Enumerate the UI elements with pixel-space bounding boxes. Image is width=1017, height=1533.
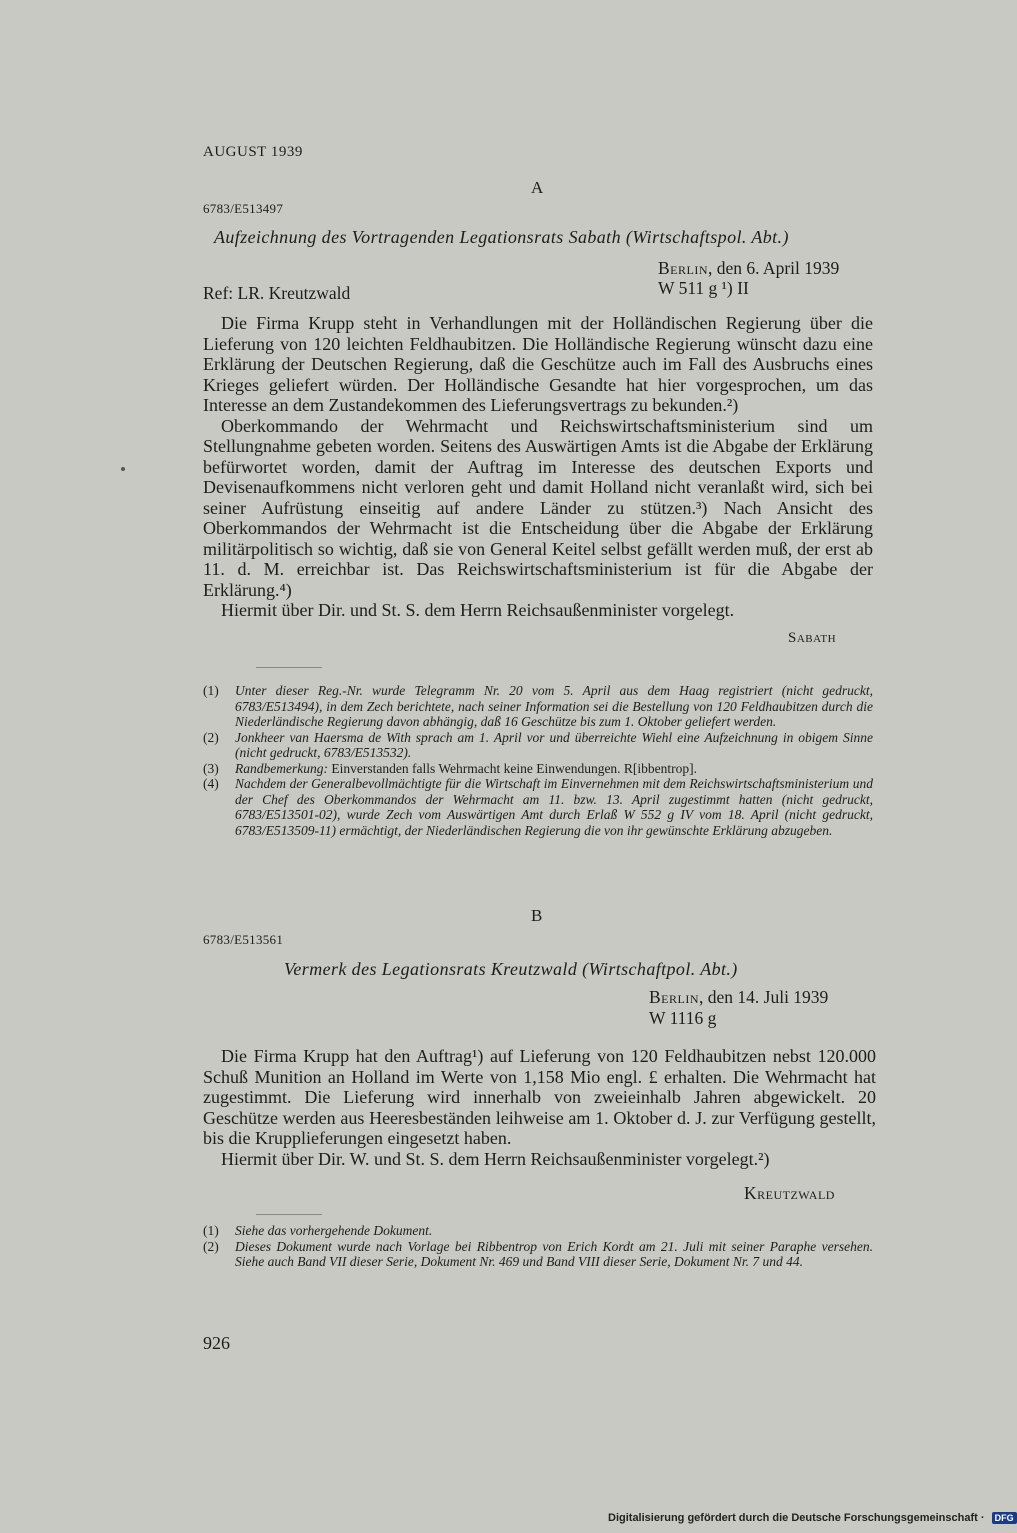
dfg-logo[interactable]: DFG (992, 1512, 1017, 1524)
footnote-number: (2) (203, 729, 219, 745)
footnote-number: (2) (203, 1238, 219, 1254)
document-a-paragraph: Oberkommando der Wehrmacht und Reichswirtschaftsministerium sind um Stellungnahme gebeten worden. Seitens des Auswärtigen Amts ist die Abgabe der Erklärung befürwortet worden, damit der Auftrag im Interesse des deutschen Exports und Devisenaufkommens nicht verloren geht und damit Holland nicht veranlaßt wird, sich bei seiner Aufrüstung einseitig auf andere Länder zu stützen.³) Nach Ansicht des Oberkommandos der Wehrmacht ist die Entscheidung über die Abgabe der Erklärung militärpolitisch so wichtig, daß sie von General Keitel selbst gefällt werden muß, der erst ab 11. d. M. erreichbar ist. Das Reichswirtschaftsministerium ist für die Abgabe der Erklärung.⁴) (203, 415, 873, 600)
document-a-paragraph: Hiermit über Dir. und St. S. dem Herrn Reichsaußenminister vorgelegt. (221, 600, 735, 620)
document-a-letter: A (531, 178, 544, 197)
footnote-rule (256, 667, 322, 668)
footnote-number: (1) (203, 683, 219, 698)
credit-text: Digitalisierung gefördert durch die Deutsche Forschungsgemeinschaft (608, 1512, 978, 1524)
footnote (203, 1239, 873, 1270)
document-a-footnotes (203, 683, 873, 838)
document-a-place: Berlin (658, 258, 708, 278)
footnote-text: Einverstanden falls Wehrmacht keine Einwendungen. R[ibbentrop]. (327, 760, 698, 776)
document-b-footnotes (203, 1223, 873, 1270)
footnote (203, 776, 873, 838)
document-a-place-date (658, 258, 839, 279)
document-b-body (203, 1046, 876, 1169)
footnote-text: Jonkheer van Haersma de With sprach am 1. April vor und überreichte Wiehl eine Aufzeichnung in obigem Sinne (nicht gedruckt, 6783/E513532). (235, 729, 873, 760)
document-b-date: , den 14. Juli 1939 (699, 987, 829, 1007)
document-b-paragraph: Hiermit über Dir. W. und St. S. dem Herrn Reichsaußenminister vorgelegt.²) (221, 1148, 770, 1169)
document-a-ref-number: 6783/E513497 (203, 201, 284, 216)
footnote-number: (4) (203, 776, 219, 791)
document-a-date: , den 6. April 1939 (708, 258, 840, 278)
document-b-place: Berlin (649, 987, 699, 1007)
document-a-paragraph: Die Firma Krupp steht in Verhandlungen mit der Holländischen Regierung über die Lieferung von 120 leichten Feldhaubitzen. Die Holländische Regierung wünscht dazu eine Erklärung der Deutschen Regierung, daß die Geschütze auch im Fall des Ausbruchs eines Krieges geliefert würden. Der Holländische Gesandte hat hier vorgesprochen, um das Interesse an dem Zustandekommen des Lieferungsvertrags zu bekunden.²) (203, 313, 873, 415)
document-b-file-ref: W 1116 g (649, 1008, 717, 1028)
digitization-credit (608, 1512, 1017, 1524)
document-b-signature: Kreutzwald (744, 1183, 835, 1203)
document-a-file-ref: W 511 g ¹) II (658, 278, 749, 298)
footnote-label: Randbemerkung: (235, 760, 328, 776)
footnote-rule (256, 1214, 322, 1215)
footnote-text: Nachdem der Generalbevollmächtigte für die Wirtschaft im Einvernehmen mit dem Reichswirtschaftsministerium und der Chef des Oberkommandos der Wehrmacht am 11. bzw. 13. April zugestimmt hatten (nicht gedruckt, 6783/E513501-02), wurde Zech vom Auswärtigen Amt durch Erlaß W 552 g IV vom 18. April (nicht gedruckt, 6783/E513509-11) ermächtigt, der Niederländischen Regierung die von ihr gewünschte Erklärung abzugeben. (235, 776, 873, 838)
footnote (203, 1223, 873, 1239)
footnote-body (235, 761, 697, 777)
footnote-text: Unter dieser Reg.-Nr. wurde Telegramm Nr. 20 vom 5. April aus dem Haag registriert (nicht gedruckt, 6783/E513494), in dem Zech berichtete, nach seiner Information sei die Bestellung von 120 Feldhaubitzen durch die Niederländische Regierung davon abhängig, daß 16 Geschütze bis zum 1. Oktober geliefert werden. (235, 683, 873, 729)
footnote (203, 761, 873, 777)
document-a-body (203, 313, 873, 621)
footnote (203, 730, 873, 761)
document-b-paragraph: Die Firma Krupp hat den Auftrag¹) auf Lieferung von 120 Feldhaubitzen nebst 120.000 Schuß Munition an Holland im Werte von 1,158 Mio engl. £ erhalten. Die Wehrmacht hat zugestimmt. Die Lieferung wird innerhalb von zweieinhalb Jahren abgewickelt. 20 Geschütze werden aus Heeresbeständen leihweise am 1. Oktober d. J. zur Verfügung gestellt, bis die Krupplieferungen eingesetzt haben. (203, 1046, 876, 1148)
document-a-signature: Sabath (788, 630, 837, 646)
scan-speck (121, 467, 125, 471)
document-b-title: Vermerk des Legationsrats Kreutzwald (Wirtschaftpol. Abt.) (284, 959, 738, 979)
document-b-place-date (649, 987, 828, 1008)
document-b-letter: B (531, 906, 543, 925)
footnote (203, 683, 873, 730)
credit-separator: · (977, 1512, 988, 1524)
page-number: 926 (203, 1333, 230, 1353)
footnote-text: Dieses Dokument wurde nach Vorlage bei Ribbentrop von Erich Kordt am 21. Juli mit seiner Paraphe versehen. Siehe auch Band VII dieser Serie, Dokument Nr. 469 und Band VIII dieser Serie, Dokument Nr. 7 und 44. (235, 1238, 873, 1269)
running-header: AUGUST 1939 (203, 144, 303, 160)
footnote-number: (3) (203, 760, 219, 776)
footnote-number: (1) (203, 1223, 219, 1238)
document-a-ref-line: Ref: LR. Kreutzwald (203, 283, 351, 303)
document-b-ref-number: 6783/E513561 (203, 932, 284, 947)
footnote-text: Siehe das vorhergehende Dokument. (235, 1223, 433, 1238)
document-a-title: Aufzeichnung des Vortragenden Legationsrats Sabath (Wirtschaftspol. Abt.) (214, 227, 789, 247)
